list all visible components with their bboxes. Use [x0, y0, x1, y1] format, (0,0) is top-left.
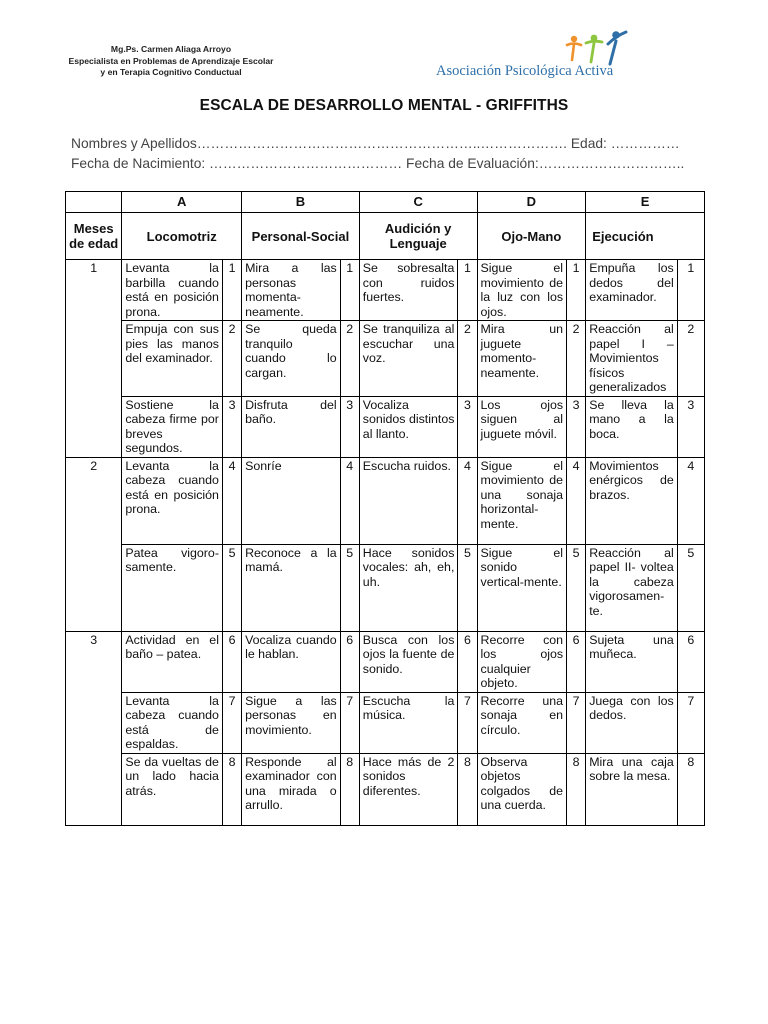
item-description: Reconoce a la mamá. [242, 544, 341, 631]
item-description: Sostiene la cabeza firme por breves segundos. [122, 396, 223, 457]
corner-cell [66, 192, 122, 213]
column-letter: A [122, 192, 242, 213]
column-letter: C [359, 192, 477, 213]
item-description: Empuja con sus pies las manos del examinador. [122, 321, 223, 397]
item-description: Mira una caja sobre la mesa. [586, 753, 678, 825]
table-row [66, 631, 705, 692]
item-number: 2 [567, 321, 586, 397]
author-specialty: Especialista en Problemas de Aprendizaje Escolar [68, 55, 274, 66]
item-number: 5 [458, 544, 477, 631]
item-description: Vocaliza sonidos distintos al llanto. [359, 396, 458, 457]
item-number: 8 [567, 753, 586, 825]
item-number: 1 [567, 260, 586, 321]
table-row [66, 544, 705, 631]
item-description: Empuña los dedos del examinador. [586, 260, 678, 321]
item-description: Sigue el movimiento de la luz con los ojos. [477, 260, 567, 321]
item-number: 5 [222, 544, 241, 631]
item-number: 2 [340, 321, 359, 397]
item-description: Hace sonidos vocales: ah, eh, uh. [359, 544, 458, 631]
item-description: Levanta la cabeza cuando está de espaldas. [122, 692, 223, 753]
area-header: Personal-Social [242, 213, 360, 260]
item-number: 8 [458, 753, 477, 825]
item-number: 2 [458, 321, 477, 397]
item-number: 5 [567, 544, 586, 631]
item-description: Vocaliza cuando le hablan. [242, 631, 341, 692]
table-row [66, 457, 705, 544]
item-description: Responde al examinador con una mirada o arrullo. [242, 753, 341, 825]
area-header: Audición y Lenguaje [359, 213, 477, 260]
people-figures-icon [564, 30, 636, 66]
item-description: Recorre una sonaja en círculo. [477, 692, 567, 753]
item-description: Sujeta una muñeca. [586, 631, 678, 692]
item-number: 3 [222, 396, 241, 457]
item-description: Observa objetos colgados de una cuerda. [477, 753, 567, 825]
item-number: 7 [222, 692, 241, 753]
item-description: Levanta la cabeza cuando está en posición prona. [122, 457, 223, 544]
item-description: Escucha ruidos. [359, 457, 458, 544]
author-block [40, 44, 302, 79]
area-header: Ejecución [586, 213, 705, 260]
item-number: 4 [340, 457, 359, 544]
item-number: 6 [458, 631, 477, 692]
item-description: Sigue el sonido vertical-mente. [477, 544, 567, 631]
item-number: 6 [340, 631, 359, 692]
item-number: 8 [340, 753, 359, 825]
item-description: Hace más de 2 sonidos diferentes. [359, 753, 458, 825]
author-specialty-2: y en Terapia Cognitivo Conductual [100, 67, 242, 77]
item-number: 3 [677, 396, 704, 457]
item-description: Los ojos siguen al juguete móvil. [477, 396, 567, 457]
form-fields [71, 134, 684, 174]
item-description: Sonríe [242, 457, 341, 544]
dates-field[interactable]: Fecha de Nacimiento: …………………………………… Fecha de Evaluación:………………………….. [71, 156, 685, 171]
age-cell: 2 [66, 457, 122, 631]
table-row [66, 692, 705, 753]
table-row [66, 753, 705, 825]
item-number: 4 [458, 457, 477, 544]
item-description: Juega con los dedos. [586, 692, 678, 753]
item-description: Sigue el movimiento de una sonaja horizontal-mente. [477, 457, 567, 544]
author-name: Mg.Ps. Carmen Aliaga Arroyo [110, 44, 232, 54]
griffiths-scale-table [65, 191, 705, 826]
item-number: 4 [567, 457, 586, 544]
item-number: 7 [340, 692, 359, 753]
item-number: 4 [222, 457, 241, 544]
item-number: 3 [458, 396, 477, 457]
association-logo [436, 30, 656, 82]
column-letter: D [477, 192, 586, 213]
logo-text: Asociación Psicológica Activa [436, 63, 614, 79]
item-description: Busca con los ojos la fuente de sonido. [359, 631, 458, 692]
item-description: Se tranquiliza al escuchar una voz. [359, 321, 458, 397]
table-body [66, 260, 705, 826]
item-number: 6 [222, 631, 241, 692]
area-header: Ojo-Mano [477, 213, 586, 260]
item-number: 1 [222, 260, 241, 321]
item-number: 8 [222, 753, 241, 825]
item-number: 1 [458, 260, 477, 321]
item-description: Disfruta del baño. [242, 396, 341, 457]
page-title: ESCALA DE DESARROLLO MENTAL - GRIFFITHS [199, 97, 569, 114]
item-description: Se queda tranquilo cuando lo cargan. [242, 321, 341, 397]
age-cell: 1 [66, 260, 122, 458]
column-letter: E [586, 192, 705, 213]
item-description: Se lleva la mano a la boca. [586, 396, 678, 457]
item-number: 6 [677, 631, 704, 692]
item-number: 2 [677, 321, 704, 397]
item-description: Movimientos enérgicos de brazos. [586, 457, 678, 544]
column-letter: B [242, 192, 360, 213]
age-cell: 3 [66, 631, 122, 825]
item-description: Se sobresalta con ruidos fuertes. [359, 260, 458, 321]
name-age-field[interactable]: Nombres y Apellidos……………………………………………………..………………. Edad: …………… [71, 136, 680, 151]
item-description: Escucha la música. [359, 692, 458, 753]
item-description: Sigue a las personas en movimiento. [242, 692, 341, 753]
item-number: 5 [677, 544, 704, 631]
letter-header-row [66, 192, 705, 213]
item-number: 3 [340, 396, 359, 457]
item-number: 3 [567, 396, 586, 457]
item-description: Se da vueltas de un lado hacia atrás. [122, 753, 223, 825]
item-number: 6 [567, 631, 586, 692]
item-number: 8 [677, 753, 704, 825]
item-number: 4 [677, 457, 704, 544]
table-row [66, 396, 705, 457]
item-description: Recorre con los ojos cualquier objeto. [477, 631, 567, 692]
item-description: Mira un juguete momento-neamente. [477, 321, 567, 397]
table-row [66, 260, 705, 321]
area-header-row [66, 213, 705, 260]
item-number: 2 [222, 321, 241, 397]
item-number: 7 [677, 692, 704, 753]
item-number: 7 [458, 692, 477, 753]
item-number: 5 [340, 544, 359, 631]
item-description: Actividad en el baño – patea. [122, 631, 223, 692]
item-number: 1 [340, 260, 359, 321]
table-row [66, 321, 705, 397]
item-description: Patea vigoro-samente. [122, 544, 223, 631]
item-description: Reacción al papel II- voltea la cabeza vigorosamen-te. [586, 544, 678, 631]
item-number: 1 [677, 260, 704, 321]
item-number: 7 [567, 692, 586, 753]
age-header: Meses de edad [66, 213, 122, 260]
area-header: Locomotriz [122, 213, 242, 260]
item-description: Levanta la barbilla cuando está en posición prona. [122, 260, 223, 321]
item-description: Mira a las personas momenta-neamente. [242, 260, 341, 321]
item-description: Reacción al papel I – Movimientos físicos generalizados [586, 321, 678, 397]
